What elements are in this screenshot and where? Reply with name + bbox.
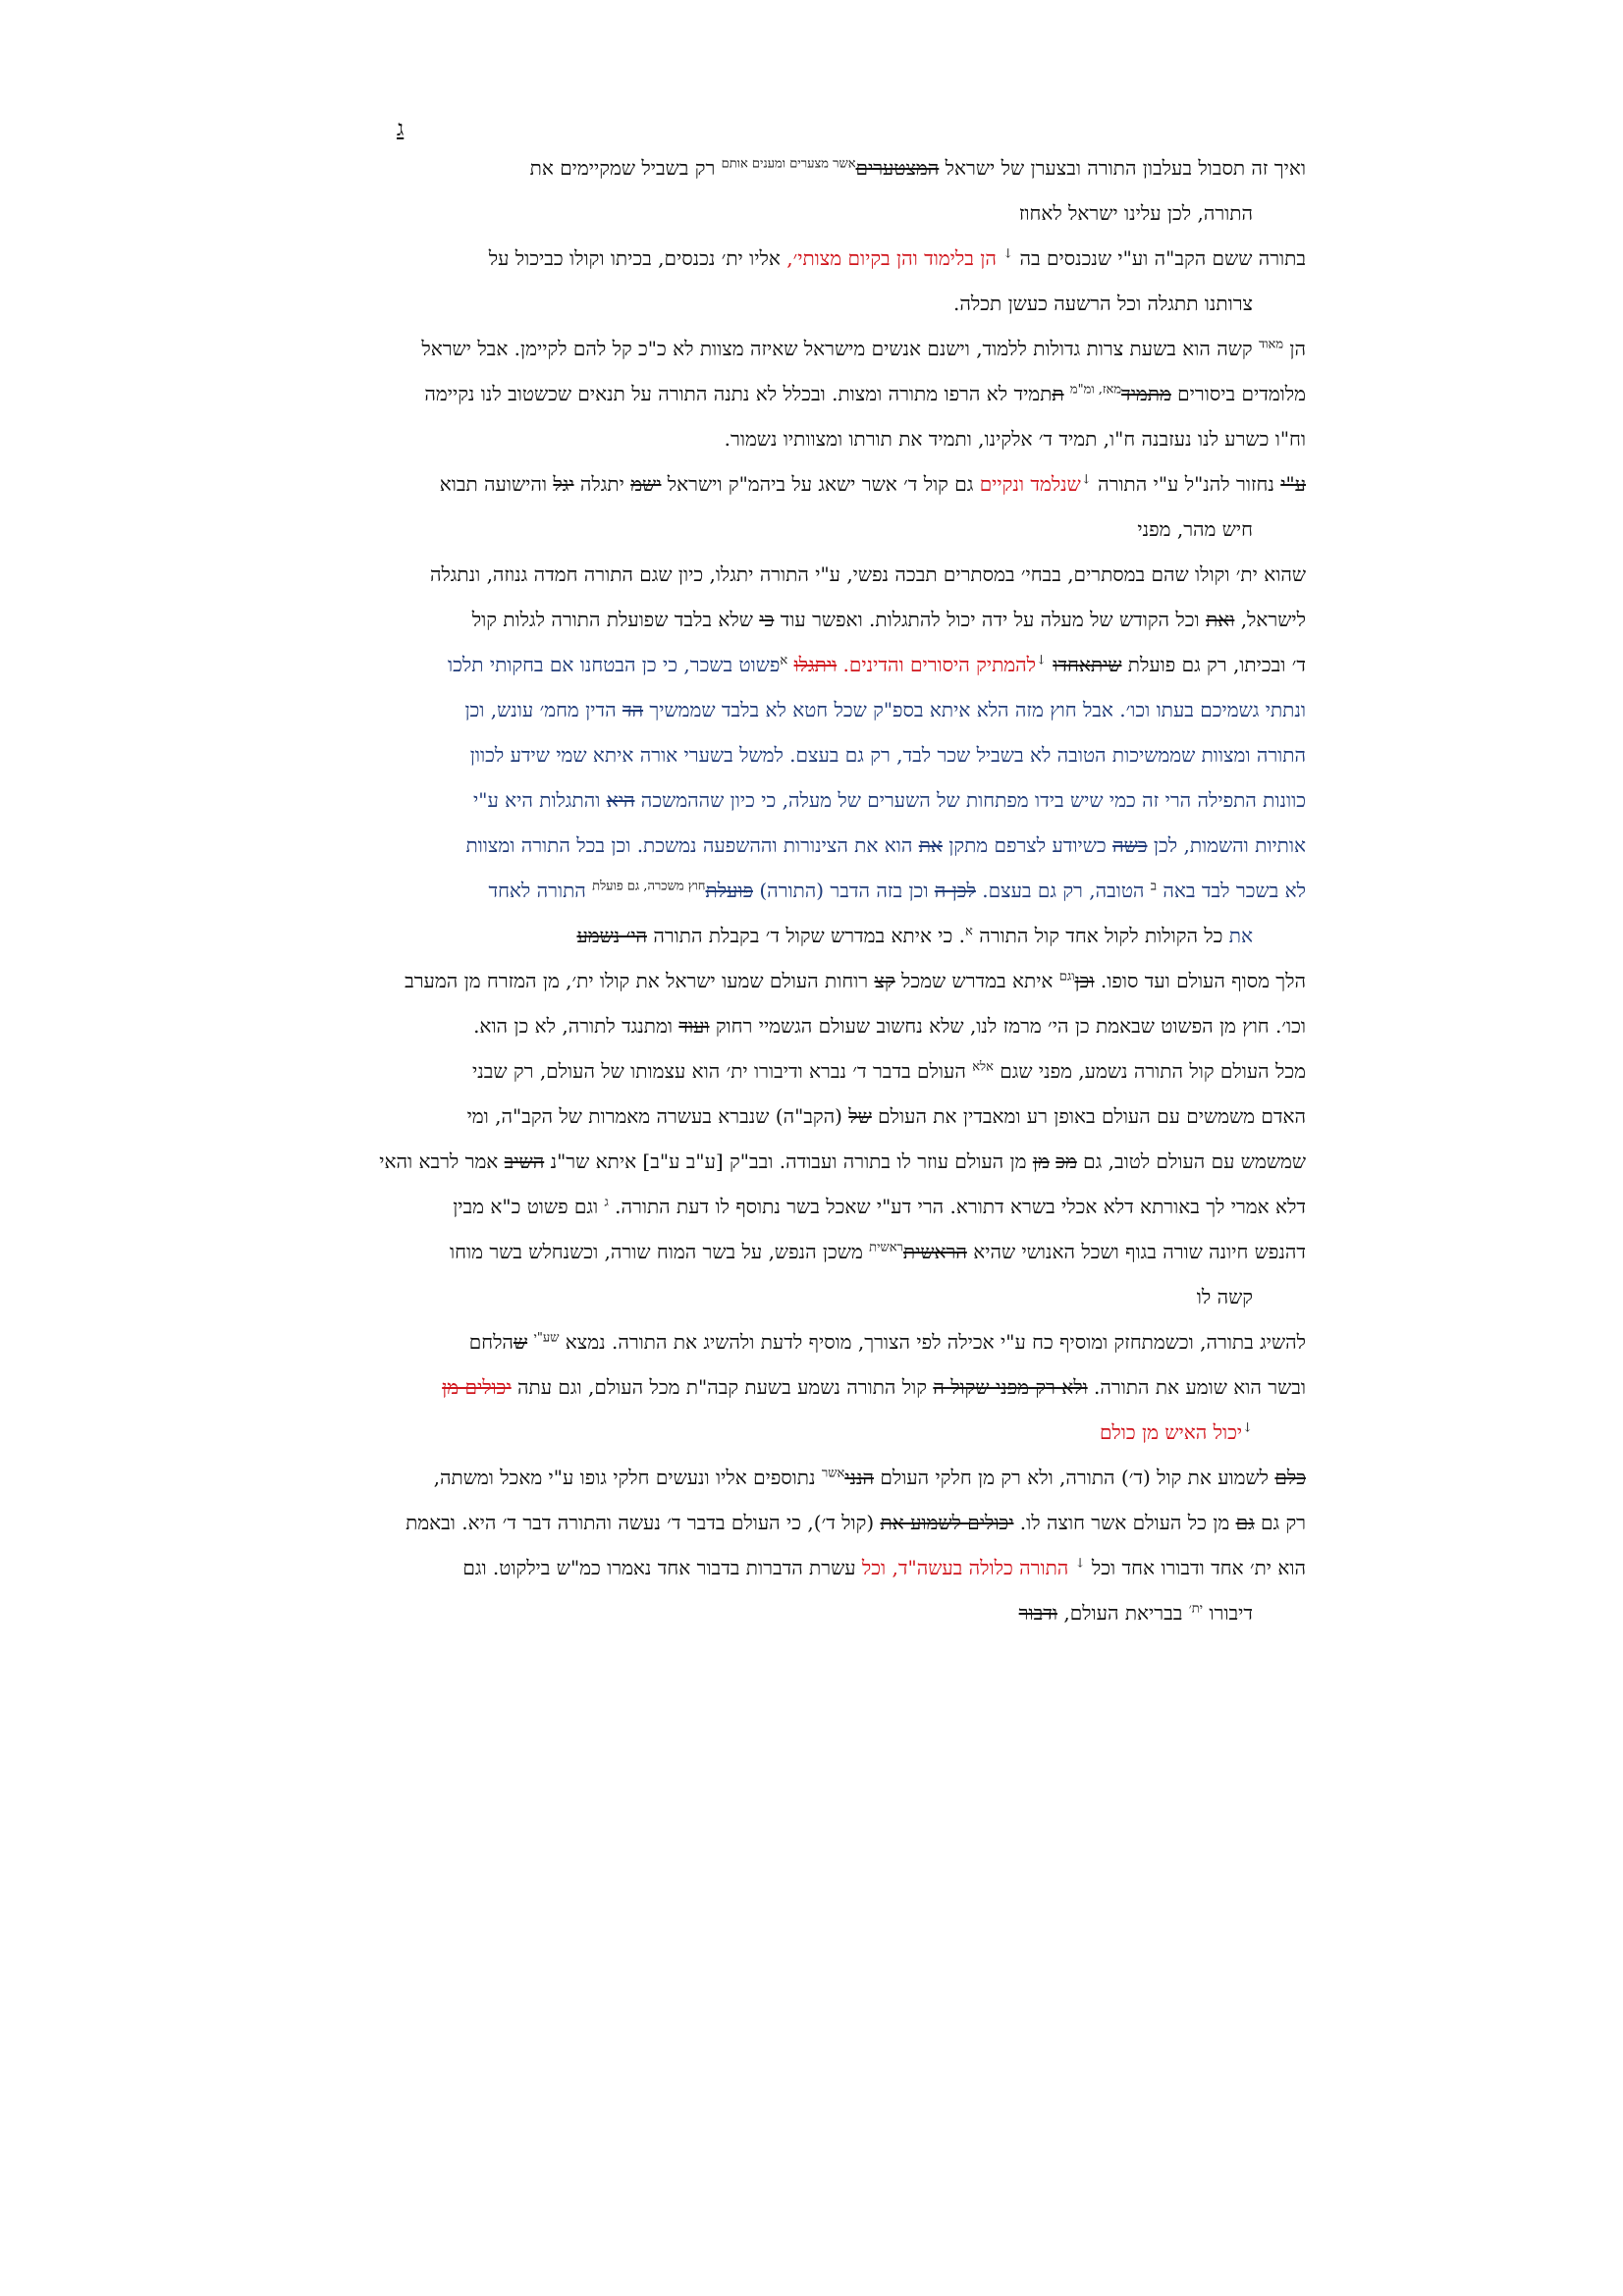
- text-line: [314, 1184, 1306, 1229]
- inserted-text-red: יכול האיש מן כולם: [1099, 1420, 1243, 1444]
- text-line: [314, 1364, 1306, 1410]
- struck-text-red: יכולים מן: [442, 1375, 512, 1399]
- text-run: שהוא ית׳ וקולו שהם במסתרים, בבחי׳ במסתרים תבכה נפשי, ע"י התורה יתגלו, כיון שגם התורה חמדה גנוזה, ונתגלה: [429, 562, 1306, 586]
- struck-text: יגל: [553, 472, 574, 496]
- document-body: [314, 145, 1306, 1635]
- text-run: הוא ית׳ אחד ודבורו אחד וכל: [1085, 1556, 1306, 1579]
- inserted-text-blue: הטובה, רק גם בעצם.: [975, 879, 1151, 902]
- struck-text: ודבור: [1018, 1601, 1057, 1625]
- text-line: [314, 1455, 1306, 1500]
- superscript-insertion: א: [780, 653, 788, 668]
- superscript-insertion: מאז, ומ"מ: [1069, 382, 1122, 398]
- text-run: וכו׳. חוץ מן הפשוט שבאמת כן הי׳ מרמז לנו, שלא נחשוב שעולם הגשמיי רחוק: [709, 1014, 1306, 1038]
- text-line: [314, 1590, 1306, 1635]
- text-run: איתא במדרש שמכל: [894, 969, 1059, 992]
- text-run: . כי איתא במדרש שקול ד׳ בקבלת התורה: [647, 924, 966, 947]
- text-line: [314, 1500, 1306, 1545]
- text-run: רוחות העולם שמעו ישראל את קולו ית׳, מן המזרח מן המערב: [405, 969, 875, 992]
- insertion-arrow-icon: ↓: [1074, 1556, 1086, 1572]
- struck-text: מן: [1032, 1149, 1050, 1173]
- text-line: [314, 597, 1306, 642]
- inserted-text-blue: ונתתי גשמיכם בעתו וכו׳. אבל חוץ מזה הלא איתא בספ"ק שכל חטא לא בלבד שממשיך: [643, 698, 1306, 721]
- insertion-arrow-icon: ↓: [1080, 472, 1092, 488]
- struck-text: כי: [759, 608, 775, 631]
- text-run: והישועה תבוא: [439, 472, 554, 496]
- text-run: דיבורו: [1203, 1601, 1253, 1625]
- text-run: קשה לו: [1196, 1285, 1253, 1308]
- inserted-text-blue: התורה ומצוות שממשיכות הטובה לא בשביל שכר לבד, רק גם בעצם. למשל בשערי אורה איתא שמי שידע לכוון: [469, 743, 1306, 767]
- text-run: צרותנו תתגלה וכל הרשעה כעשן תכלה.: [953, 292, 1253, 315]
- struck-text: ש: [513, 1330, 528, 1354]
- inserted-text-blue: וכן בזה הדבר (התורה): [752, 879, 935, 902]
- insertion-arrow-icon: ↓: [1242, 1420, 1253, 1436]
- text-run: בבריאת העולם,: [1056, 1601, 1189, 1625]
- inserted-text-red: להמתיק היסורים והדינים.: [842, 653, 1036, 676]
- text-run: קשה הוא בשעת צרות גדולות ללמוד, וישנם אנשים מישראל שאיזה מצוות לא כ"כ קל להם לקיימן. אבל ישראל: [421, 337, 1259, 360]
- text-run: להשיג בתורה, וכשמתחזק ומוסיף כח ע"י אכילה לפי הצורך, מוסיף לדעת ולהשיג את התורה. נמצא: [559, 1330, 1306, 1354]
- struck-text: כלם: [1274, 1466, 1306, 1489]
- text-line: [314, 1048, 1306, 1094]
- text-line: [314, 868, 1306, 913]
- text-line: [314, 1545, 1306, 1590]
- superscript-insertion: אשר: [821, 1466, 845, 1481]
- struck-text-blue: פועלת: [705, 879, 753, 902]
- text-run: עשרת הדברות בדבור אחד נאמרו כמ"ש בילקוט. וגם: [462, 1556, 862, 1579]
- inserted-text-blue: פשוט בשכר, כי כן הבטחנו אם בחקותי תלכו: [448, 653, 781, 676]
- superscript-insertion: חוץ משכרה, גם פועלת: [592, 879, 706, 894]
- superscript-insertion: אשר מצערים ומענים אותם: [721, 156, 856, 172]
- text-run: קול התורה נשמע בשעת קבה"ת מכל העולם, וגם עתה: [511, 1375, 934, 1399]
- text-run: האדם משמשים עם העולם באופן רע ומאבדין את העולם: [871, 1104, 1306, 1128]
- struck-text-blue: כשה: [1112, 833, 1148, 857]
- struck-text-blue: לכן ה: [934, 879, 976, 902]
- text-run: ובשר הוא שומע את התורה.: [1087, 1375, 1306, 1399]
- text-run: בתורה ששם הקב"ה וע"י שנכנסים בה: [1013, 246, 1306, 270]
- inserted-text-blue: את: [1228, 924, 1253, 947]
- superscript-insertion: אלא: [972, 1059, 994, 1075]
- text-run: לשמוע את קול (ד׳) התורה, ולא רק מן חלקי העולם: [874, 1466, 1275, 1489]
- text-run: לישראל,: [1234, 608, 1306, 631]
- text-run: וגם פשוט כ"א מבין: [453, 1195, 605, 1218]
- superscript-insertion: וגם: [1058, 969, 1075, 985]
- superscript-insertion: ג: [604, 1195, 609, 1210]
- text-run: העולם בדבר ד׳ נברא ודיבורו ית׳ הוא עצמותו של העולם, רק שבני: [472, 1059, 973, 1083]
- text-run: נתוספים אליו ונעשים חלקי גופו ע"י מאכל ומשתה,: [433, 1466, 822, 1489]
- text-line: [314, 507, 1306, 552]
- struck-text: הראשית: [902, 1240, 967, 1263]
- text-run: דהנפש חיונה שורה בגוף ושכל האנושי שהיא: [966, 1240, 1306, 1263]
- struck-text: וכן: [1074, 969, 1095, 992]
- insertion-arrow-icon: ↓: [1035, 653, 1047, 668]
- text-line: [314, 1094, 1306, 1139]
- superscript-insertion: ב: [1150, 879, 1158, 894]
- text-line: [314, 1229, 1306, 1274]
- text-run: משכן הנפש, על בשר המוח שורה, וכשנחלש בשר מוחו: [450, 1240, 870, 1263]
- superscript-insertion: ית׳: [1188, 1601, 1204, 1617]
- text-line: [314, 958, 1306, 1003]
- text-run: ואיך זה תסבול בעלבון התורה ובצערן של ישראל: [939, 156, 1306, 180]
- struck-text: המצטערים: [855, 156, 940, 180]
- struck-text: מתמיד: [1121, 382, 1171, 405]
- text-line: [314, 777, 1306, 823]
- text-run: (קול ד׳), כי העולם בדבר ד׳ נעשה והתורה דבר ד׳ היא. ובאמת: [406, 1511, 881, 1534]
- text-run: הלך מסוף העולם ועד סופו.: [1094, 969, 1306, 992]
- text-line: [314, 371, 1306, 416]
- text-line: [314, 552, 1306, 597]
- text-line: [314, 461, 1306, 507]
- text-line: [314, 1003, 1306, 1048]
- struck-text-blue: היא: [606, 788, 635, 812]
- struck-text: ולא רק מפני שקול ה: [933, 1375, 1088, 1399]
- text-run: מן כל העולם אשר חוצה לו.: [1013, 1511, 1236, 1534]
- struck-text: ע"י: [1280, 472, 1306, 496]
- text-run: וכל הקודש של מעלה על ידה יכול להתגלות. ואפשר עוד: [774, 608, 1207, 631]
- insertion-arrow-icon: ↓: [1002, 246, 1014, 262]
- struck-text: קצ: [874, 969, 895, 992]
- text-run: אמר לרבא והאי: [379, 1149, 505, 1173]
- text-line: [314, 642, 1306, 687]
- text-run: מכל העולם קול התורה נשמע, מפני שגם: [993, 1059, 1306, 1083]
- text-line: [314, 416, 1306, 461]
- text-run: ומתנגד לתורה, לא כן הוא.: [473, 1014, 679, 1038]
- struck-text-blue: הד: [622, 698, 644, 721]
- struck-text: יכולים לשמוע את: [880, 1511, 1014, 1534]
- text-run: התורה, לכן עלינו ישראל לאחוז: [1018, 201, 1253, 225]
- text-line: [314, 190, 1306, 236]
- superscript-insertion: שע"י: [533, 1330, 560, 1346]
- inserted-text-blue: אותיות והשמות, לכן: [1147, 833, 1306, 857]
- text-line: [314, 1274, 1306, 1319]
- struck-text: הי׳ נשמע: [576, 924, 647, 947]
- text-run: יתגלה: [573, 472, 631, 496]
- struck-text: הנני: [844, 1466, 875, 1489]
- text-line: [314, 913, 1306, 958]
- text-line: [314, 1410, 1306, 1455]
- text-run: מן העולם עוזר לו בתורה ועבודה. ובב"ק [ע"ב ע"ב] איתא שר"נ: [544, 1149, 1033, 1173]
- text-run: (הקב"ה) שנברא בעשרה מאמרות של הקב"ה, ומי: [466, 1104, 849, 1128]
- text-run: חיש מהר, מפני: [1137, 517, 1253, 541]
- text-run: רק גם: [1254, 1511, 1306, 1534]
- text-run: אליו ית׳ נכנסים, בכיתו וקולו כביכול על: [488, 246, 787, 270]
- superscript-insertion: מאוד: [1258, 337, 1284, 352]
- text-run: נחזור להנ"ל ע"י התורה: [1091, 472, 1281, 496]
- text-run: תמיד לא הרפו מתורה ומצות. ובכלל לא נתנה התורה על תנאים שכשטוב לנו נקיימה: [424, 382, 1053, 405]
- text-run: שמשמש עם העולם לטוב, גם: [1076, 1149, 1306, 1173]
- inserted-text-red: התורה כלולה בעשה"ד, וכל: [861, 1556, 1075, 1579]
- text-run: ד׳ ובכיתו, רק גם פועלת: [1121, 653, 1306, 676]
- inserted-text-blue: לא בשכר לבד באה: [1157, 879, 1306, 902]
- inserted-text-red: שנלמד ונקיים: [979, 472, 1081, 496]
- struck-text: ועוד: [678, 1014, 710, 1038]
- struck-text-red: ויתגלו: [793, 653, 838, 676]
- inserted-text-blue: הוא את הצינורות וההשפעה נמשכת. וכן בכל התורה ומצוות: [465, 833, 919, 857]
- text-run: מלומדים ביסורים: [1170, 382, 1306, 405]
- text-line: [314, 1139, 1306, 1184]
- text-line: [314, 326, 1306, 371]
- struck-text: ישמ: [630, 472, 662, 496]
- struck-text: השיב: [504, 1149, 545, 1173]
- inserted-text-blue: כשיודע לצרפם מתקן: [942, 833, 1113, 857]
- inserted-text-blue: כוונות התפילה הרי זה כמי שיש בידו מפתחות של השערים של מעלה, כי כיון שההמשכה: [634, 788, 1306, 812]
- inserted-text-blue: הדין מחמ׳ עונש, וכן: [464, 698, 622, 721]
- text-run: שלא בלבד שפועלת התורה לגלות קול: [471, 608, 760, 631]
- text-run: כל הקולות לקול אחד קול התורה: [972, 924, 1229, 947]
- text-run: גם קול ד׳ אשר ישאג על ביהמ"ק וישראל: [661, 472, 980, 496]
- struck-text: מכ: [1055, 1149, 1077, 1173]
- text-line: [314, 281, 1306, 326]
- struck-text: ואת: [1206, 608, 1235, 631]
- superscript-insertion: א: [965, 924, 973, 939]
- text-run: דלא אמרי לך באורתא דלא אכלי בשרא דתורא. הרי דע"י שאכל בשר נתוסף לו דעת התורה.: [608, 1195, 1306, 1218]
- text-run: הלחם: [468, 1330, 514, 1354]
- text-run: וח"ו כשרע לנו נעזבנה ח"ו, תמיד ד׳ אלקינו, ותמיד את תורתו ומצוותיו נשמור.: [724, 427, 1306, 451]
- inserted-text-blue: והתגלות היא ע"י: [473, 788, 607, 812]
- inserted-text-red: הן בלימוד והן בקיום מצותי׳,: [786, 246, 1003, 270]
- struck-text-blue: את: [918, 833, 943, 857]
- text-line: [314, 1319, 1306, 1364]
- text-line: [314, 145, 1306, 190]
- text-line: [314, 732, 1306, 777]
- text-line: [314, 823, 1306, 868]
- text-line: [314, 236, 1306, 281]
- text-run: הן: [1283, 337, 1306, 360]
- struck-text: שיתאחדו: [1053, 653, 1122, 676]
- superscript-insertion: ראשית: [869, 1240, 903, 1255]
- text-line: [314, 687, 1306, 732]
- struck-text: ת: [1052, 382, 1064, 405]
- page-number: ג: [397, 117, 405, 141]
- struck-text: גם: [1235, 1511, 1255, 1534]
- inserted-text-blue: התורה לאחד: [488, 879, 593, 902]
- text-run: רק בשביל שמקיימים את: [529, 156, 722, 180]
- struck-text: של: [848, 1104, 872, 1128]
